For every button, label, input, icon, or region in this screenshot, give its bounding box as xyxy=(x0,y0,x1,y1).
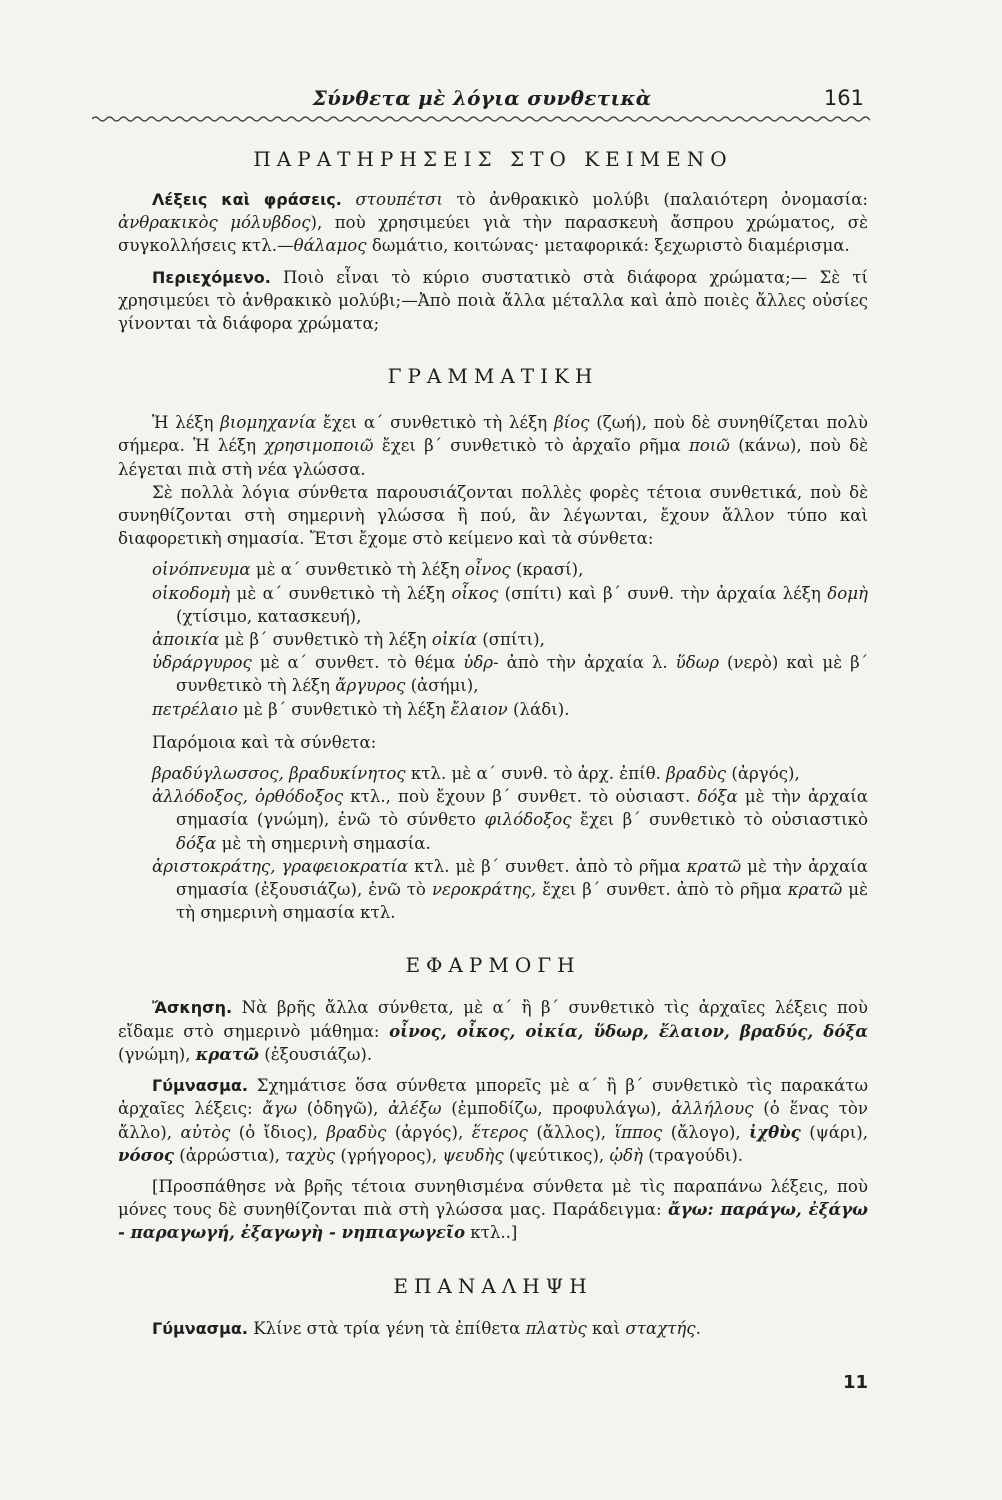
gloss: (ἀρρώστια), xyxy=(174,1145,286,1165)
text-run: μὲ τὴν ἀρχαία σημασία (γνώμη), ἐνῶ τὸ σύνθετο xyxy=(176,787,868,830)
page-body xyxy=(118,148,868,1340)
text-run: ), ποὺ χρησιμεύει γιὰ τὴν παρασκευὴ ἄσπρου χρώματος, σὲ συγκολλήσεις κτλ.— xyxy=(118,213,868,256)
list-item xyxy=(118,628,868,651)
text-run: (κάνω), ποὺ δὲ λέγεται πιὰ στὴ νέα γλώσσα. xyxy=(118,436,868,479)
gloss: (ἄλογο), xyxy=(662,1122,750,1142)
text-run: ἔχει β΄ συνθετικὸ τὸ οὐσιαστικὸ xyxy=(571,810,868,830)
term: κρατῶ xyxy=(787,880,843,900)
compound-list-1 xyxy=(118,558,868,720)
text-run: Κλίνε στὰ τρία γένη τὰ ἐπίθετα xyxy=(247,1318,526,1338)
text-run: (ἀσήμι), xyxy=(405,676,479,696)
term: οἰνόπνευμα xyxy=(152,560,251,580)
term: ἀλλόδοξος, ὀρθόδοξος xyxy=(152,787,344,807)
paragraph-grammar-2: Σὲ πολλὰ λόγια σύνθετα παρουσιάζονται πολλὲς φορὲς τέτοια συνθετικά, ποὺ δὲ συνηθίζονται στὴ σημερινὴ γλώσσα ἢ πού, ἂν λέγωνται, ἔχουν ἄλλον τύπο καὶ διαφορετικὴ σημασία. Ἔτσι ἔχομε στὸ κείμενο καὶ τὰ σύνθετα: xyxy=(118,482,868,549)
text-run: (ἐξουσιάζω). xyxy=(258,1044,373,1064)
term: ὕδωρ xyxy=(675,653,720,673)
paragraph-drill xyxy=(118,1074,868,1167)
paragraph-exercise xyxy=(118,996,868,1066)
heading-observations: ΠΑΡΑΤΗΡΗΣΕΙΣ ΣΤΟ ΚΕΙΜΕΝΟ xyxy=(253,147,733,171)
term: βραδὺς xyxy=(326,1122,387,1142)
term: οἶνος xyxy=(464,560,511,580)
text-run: (γνώμη), xyxy=(118,1044,196,1064)
text-run: μὲ β΄ συνθετικὸ τὴ λέξη xyxy=(219,630,432,650)
list-item xyxy=(118,762,868,785)
term: οἶκος xyxy=(451,583,499,603)
term: βραδὺς xyxy=(666,764,727,784)
gloss: (ὁ ἕνας τὸν ἄλλο), xyxy=(118,1099,868,1142)
term: πλατὺς xyxy=(525,1318,587,1338)
signature-mark: 11 xyxy=(842,1372,868,1393)
gloss: (ψεύτικος), xyxy=(503,1145,610,1165)
text-run: καὶ xyxy=(586,1318,626,1338)
lead-exercise: Ἄσκηση. xyxy=(152,998,233,1018)
term: ταχὺς xyxy=(285,1145,336,1165)
term: δομὴ xyxy=(827,583,868,603)
term: ὑδρ- xyxy=(463,653,499,673)
text-run: ἔχει β΄ συνθετικὸ τὸ ἀρχαῖο ρῆμα xyxy=(373,436,690,456)
text-run: μὲ α΄ συνθετικὸ τὴ λέξη xyxy=(250,560,465,580)
list-item xyxy=(118,651,868,697)
term: ὑδράργυρος xyxy=(152,653,252,673)
term: αὐτὸς xyxy=(180,1122,231,1142)
text-run: ἔχει α΄ συνθετικὸ τὴ λέξη xyxy=(316,413,555,433)
text-run: μὲ α΄ συνθετικὸ τὴ λέξη xyxy=(230,583,452,603)
text-run: μὲ α΄ συνθετ. τὸ θέμα xyxy=(251,653,464,673)
running-head xyxy=(96,86,868,116)
term: ἰχθὺς xyxy=(749,1121,801,1142)
paragraph-content xyxy=(118,266,868,336)
text-run: . xyxy=(695,1318,701,1338)
term: ἵππος xyxy=(614,1122,663,1142)
term: ἄργυρος xyxy=(335,676,406,696)
term: φιλόδοξος xyxy=(484,810,572,830)
text-run: ἀπὸ τὴν ἀρχαία λ. xyxy=(498,653,676,673)
gloss: (ἐμποδίζω, προφυλάγω), xyxy=(441,1099,672,1119)
lead-words-phrases: Λέξεις καὶ φράσεις. xyxy=(152,190,342,209)
term: σταχτής xyxy=(625,1318,696,1338)
lead-revision: Γύμνασμα. xyxy=(152,1318,248,1338)
term-stoupetsi: στουπέτσι xyxy=(355,190,443,209)
list-item xyxy=(118,855,868,925)
text-run: μὲ τὴν ἀρχαία σημασία (ἐξουσιάζω), ἐνῶ τὸ xyxy=(176,856,869,900)
term: οἰκία xyxy=(431,630,477,650)
term: ἕτερος xyxy=(471,1122,528,1142)
paragraph-bracket-note xyxy=(118,1175,868,1245)
text-run: (χτίσιμο, κατασκευή), xyxy=(176,606,362,626)
wavy-rule-divider xyxy=(92,114,870,124)
term: κρατῶ xyxy=(686,856,742,876)
term: ἀλέξω xyxy=(388,1099,442,1119)
gloss: (ἄλλος), xyxy=(527,1122,615,1142)
term: οἰκοδομὴ xyxy=(152,583,231,603)
term: βραδύγλωσσος, βραδυκίνητος xyxy=(152,764,406,784)
gloss: (ὁδηγῶ), xyxy=(297,1099,389,1119)
paragraph-words-phrases xyxy=(118,188,868,258)
text-run: (λάδι). xyxy=(507,699,570,719)
term: νόσος xyxy=(118,1144,174,1165)
term: ψευδὴς xyxy=(442,1145,504,1165)
term: ἀποικία xyxy=(152,630,220,650)
paragraph-revision xyxy=(118,1317,868,1340)
term-chrisimopoio: χρησιμοποιῶ xyxy=(264,436,374,456)
term-list: οἶνος, οἶκος, οἰκία, ὕδωρ, ἔλαιον, βραδύς, δόξα xyxy=(389,1020,868,1041)
term-anthrakikos: ἀνθρακικὸς μόλυβδος xyxy=(118,213,311,233)
text-run: Σχημάτισε ὅσα σύνθετα μπορεῖς μὲ α΄ ἢ β΄ συνθετικὸ τὶς παρακάτω ἀρχαῖες λέξεις: xyxy=(118,1076,868,1119)
paragraph-similar-intro: Παρόμοια καὶ τὰ σύνθετα: xyxy=(152,732,377,752)
heading-revision: ΕΠΑΝΑΛΗΨΗ xyxy=(393,1273,593,1298)
term: κρατῶ xyxy=(195,1043,259,1064)
text-run: δωμάτιο, κοιτώνας· μεταφορικά: ξεχωριστὸ διαμέρισμα. xyxy=(366,236,850,256)
gloss: (γρήγορος), xyxy=(335,1145,443,1165)
text-run: (σπίτι) καὶ β΄ συνθ. τὴν ἀρχαία λέξη xyxy=(498,583,828,603)
text-run: Ἡ λέξη xyxy=(152,413,221,433)
lead-content: Περιεχόμενο. xyxy=(152,267,271,287)
list-item xyxy=(118,698,868,721)
paragraph-grammar-1 xyxy=(118,411,868,481)
text-run: μὲ τὴ σημερινὴ σημασία κτλ. xyxy=(176,880,868,923)
gloss: (ἀργός), xyxy=(386,1122,472,1142)
text-run: Ποιὸ εἶναι τὸ κύριο συστατικὸ στὰ διάφορα χρώματα;— Σὲ τί χρησιμεύει τὸ ἀνθρακικὸ μολύβι;—Ἀπὸ ποιὰ ἄλλα μέταλλα καὶ ἀπὸ ποιὲς ἄλλες οὐσίες γίνονται τὰ διάφορα χρώματα; xyxy=(118,267,868,334)
example-terms: ἄγω: παράγω, ἐξάγω - παραγωγή, ἐξαγωγὴ - νηπιαγωγεῖο xyxy=(118,1199,868,1243)
text-run: μὲ β΄ συνθετικὸ τὴ λέξη xyxy=(237,699,451,719)
list-item xyxy=(118,558,868,581)
text-run: (ἀργός), xyxy=(726,764,800,784)
text-run: κτλ., ποὺ ἔχουν β΄ συνθετ. τὸ οὐσιαστ. xyxy=(343,787,698,807)
list-item xyxy=(118,785,868,855)
term: δόξα xyxy=(176,833,217,853)
gloss: (ψάρι), xyxy=(800,1122,868,1142)
term-vios: βίος xyxy=(554,413,590,433)
term-poio: ποιῶ xyxy=(689,436,730,456)
text-run: ἔχει β΄ συνθετ. ἀπὸ τὸ ρῆμα xyxy=(536,880,788,900)
term-thalamos: θάλαμος xyxy=(293,236,367,256)
text-run: (ζωή), ποὺ δὲ συνηθίζεται πολὺ σήμερα. Ἡ λέξη xyxy=(118,413,868,456)
term: ἀλλήλους xyxy=(671,1099,754,1119)
heading-application: ΕΦΑΡΜΟΓΗ xyxy=(405,953,581,978)
text-run: Νὰ βρῆς ἄλλα σύνθετα, μὲ α΄ ἢ β΄ συνθετικὸ τὶς ἀρχαῖες λέξεις ποὺ εἴδαμε στὸ σημερινὸ μάθημα: xyxy=(118,998,868,1041)
term-viomichania: βιομηχανία xyxy=(220,413,317,433)
list-item xyxy=(118,582,868,628)
text-run: (κρασί), xyxy=(510,560,584,580)
text-run: τὸ ἀνθρακικὸ μολύβι (παλαιότερη ὀνομασία: xyxy=(442,190,868,209)
text-run: κτλ..] xyxy=(465,1223,518,1243)
term: ἔλαιον xyxy=(450,699,508,719)
term: ᾠδὴ xyxy=(609,1145,643,1165)
compound-list-2 xyxy=(118,762,868,924)
gloss: (ὁ ἴδιος), xyxy=(230,1122,327,1142)
text-run: κτλ. μὲ β΄ συνθετ. ἀπὸ τὸ ρῆμα xyxy=(408,856,687,876)
text-run: κτλ. μὲ α΄ συνθ. τὸ ἀρχ. ἐπίθ. xyxy=(405,764,667,784)
term: νεροκράτης, xyxy=(431,880,537,900)
term: πετρέλαιο xyxy=(152,699,238,719)
lead-drill: Γύμνασμα. xyxy=(152,1076,248,1096)
text-run: (σπίτι), xyxy=(476,630,545,650)
running-head-title: Σύνθετα μὲ λόγια συνθετικὰ xyxy=(312,86,652,110)
term: δόξα xyxy=(697,787,738,807)
heading-grammar: ΓΡΑΜΜΑΤΙΚΗ xyxy=(387,364,599,389)
page-number: 161 xyxy=(823,86,864,110)
term: ἀριστοκράτης, γραφειοκρατία xyxy=(152,856,409,876)
text-run: [Προσπάθησε νὰ βρῆς τέτοια συνηθισμένα σύνθετα μὲ τὶς παραπάνω λέξεις, ποὺ μόνες τους δὲ συνηθίζονται πιὰ στὴ γλώσσα μας. Παράδειγμα: xyxy=(118,1176,868,1220)
gloss: (τραγούδι). xyxy=(642,1145,744,1165)
text-run: (νερὸ) καὶ μὲ β΄ συνθετικὸ τὴ λέξη xyxy=(176,653,868,696)
term: ἄγω xyxy=(262,1099,298,1119)
text-run: μὲ τὴ σημερινὴ σημασία. xyxy=(216,833,431,853)
